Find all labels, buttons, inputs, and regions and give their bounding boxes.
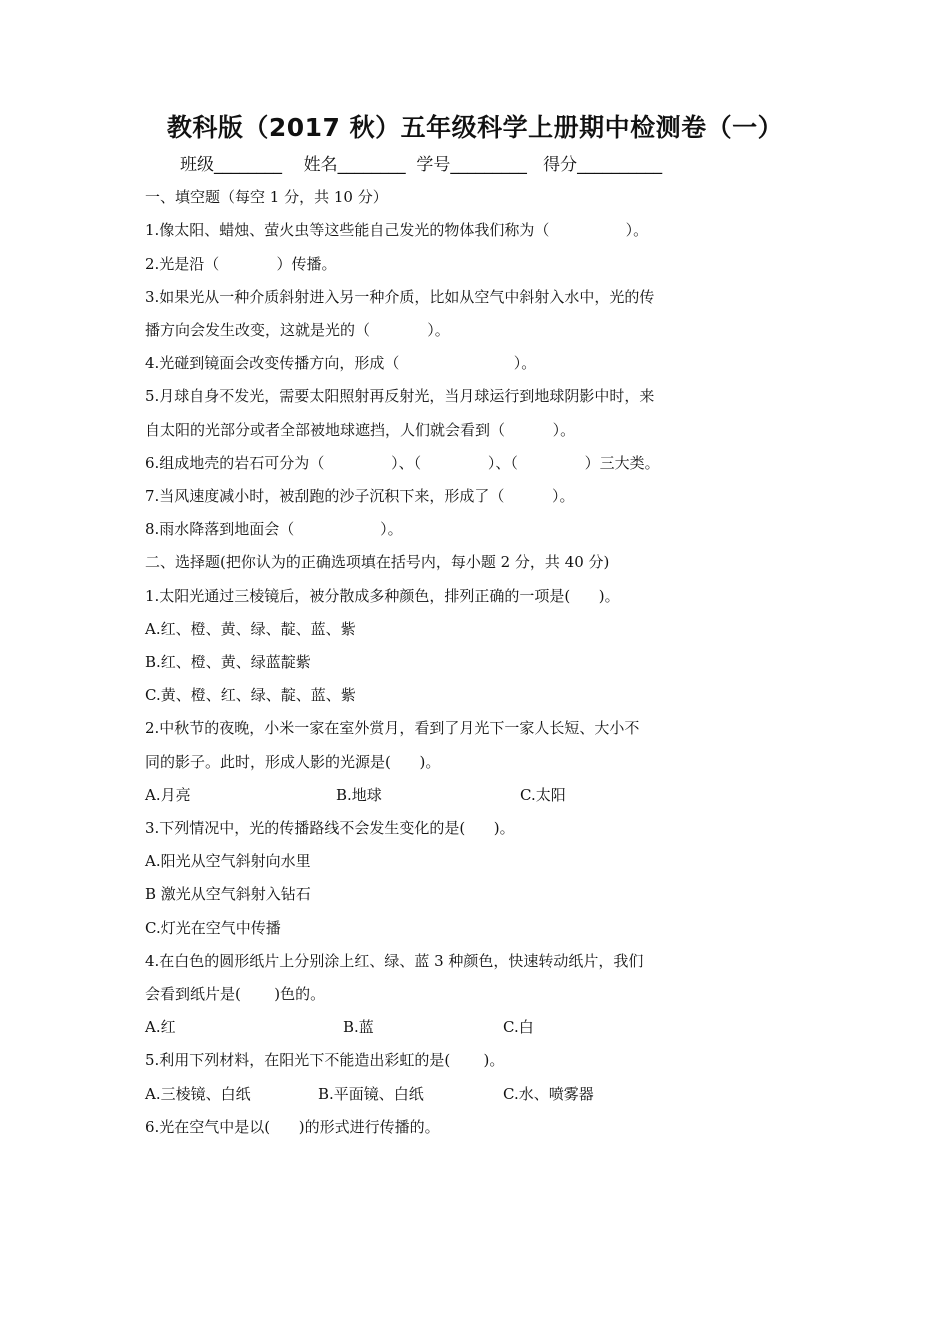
choice-question-2-line2: 同的影子。此时，形成人影的光源是( )。 — [145, 753, 441, 771]
choice-q2-option-c: C.太阳 — [520, 786, 566, 804]
fill-question-4: 4.光碰到镜面会改变传播方向，形成（ ）。 — [145, 354, 537, 372]
fill-question-6: 6.组成地壳的岩石可分为（ ）、（ ）、（ ）三大类。 — [145, 454, 660, 472]
choice-question-5: 5.利用下列材料，在阳光下不能造出彩虹的是( )。 — [145, 1051, 505, 1069]
fill-question-1: 1.像太阳、蜡烛、萤火虫等这些能自己发光的物体我们称为（ ）。 — [145, 221, 649, 239]
choice-q2-option-a: A.月亮 — [145, 786, 191, 804]
choice-q4-option-b: B.蓝 — [343, 1018, 374, 1036]
fill-question-3-line2: 播方向会发生改变，这就是光的（ ）。 — [145, 321, 450, 339]
choice-q1-option-b: B.红、橙、黄、绿蓝靛紫 — [145, 653, 311, 671]
choice-question-6: 6.光在空气中是以( )的形式进行传播的。 — [145, 1118, 440, 1136]
fill-question-3-line1: 3.如果光从一种介质斜射进入另一种介质，比如从空气中斜射入水中，光的传 — [145, 288, 655, 306]
fill-question-2: 2.光是沿（ ）传播。 — [145, 255, 337, 273]
student-info-line: 班级________ 姓名________ 学号_________ 得分__________ — [180, 155, 663, 175]
exam-title: 教科版（2017 秋）五年级科学上册期中检测卷（一） — [166, 113, 784, 142]
choice-q5-option-a: A.三棱镜、白纸 — [145, 1085, 251, 1103]
fill-question-5-line1: 5.月球自身不发光，需要太阳照射再反射光，当月球运行到地球阴影中时，来 — [145, 387, 655, 405]
section1-heading: 一、填空题（每空 1 分，共 10 分） — [145, 188, 388, 206]
choice-question-3: 3.下列情况中，光的传播路线不会发生变化的是( )。 — [145, 819, 515, 837]
choice-q4-option-c: C.白 — [503, 1018, 534, 1036]
choice-q5-option-b: B.平面镜、白纸 — [318, 1085, 424, 1103]
fill-question-5-line2: 自太阳的光部分或者全部被地球遮挡，人们就会看到（ ）。 — [145, 421, 576, 439]
choice-q3-option-b: B 激光从空气斜射入钻石 — [145, 885, 311, 903]
choice-question-4-line2: 会看到纸片是( )色的。 — [145, 985, 326, 1003]
choice-question-2-line1: 2.中秋节的夜晚，小米一家在室外赏月，看到了月光下一家人长短、大小不 — [145, 719, 640, 737]
fill-question-8: 8.雨水降落到地面会（ ）。 — [145, 520, 403, 538]
section2-heading: 二、选择题(把你认为的正确选项填在括号内，每小题 2 分，共 40 分) — [145, 553, 610, 571]
choice-q1-option-c: C.黄、橙、红、绿、靛、蓝、紫 — [145, 686, 356, 704]
choice-q3-option-c: C.灯光在空气中传播 — [145, 919, 281, 937]
choice-q4-option-a: A.红 — [145, 1018, 176, 1036]
choice-question-4-line1: 4.在白色的圆形纸片上分别涂上红、绿、蓝 3 种颜色，快速转动纸片，我们 — [145, 952, 644, 970]
choice-q1-option-a: A.红、橙、黄、绿、靛、蓝、紫 — [145, 620, 356, 638]
choice-question-1: 1.太阳光通过三棱镜后，被分散成多种颜色，排列正确的一项是( )。 — [145, 587, 620, 605]
choice-q2-option-b: B.地球 — [336, 786, 382, 804]
fill-question-7: 7.当风速度减小时，被刮跑的沙子沉积下来，形成了（ ）。 — [145, 487, 575, 505]
choice-q3-option-a: A.阳光从空气斜射向水里 — [145, 852, 311, 870]
choice-q5-option-c: C.水、喷雾器 — [503, 1085, 594, 1103]
